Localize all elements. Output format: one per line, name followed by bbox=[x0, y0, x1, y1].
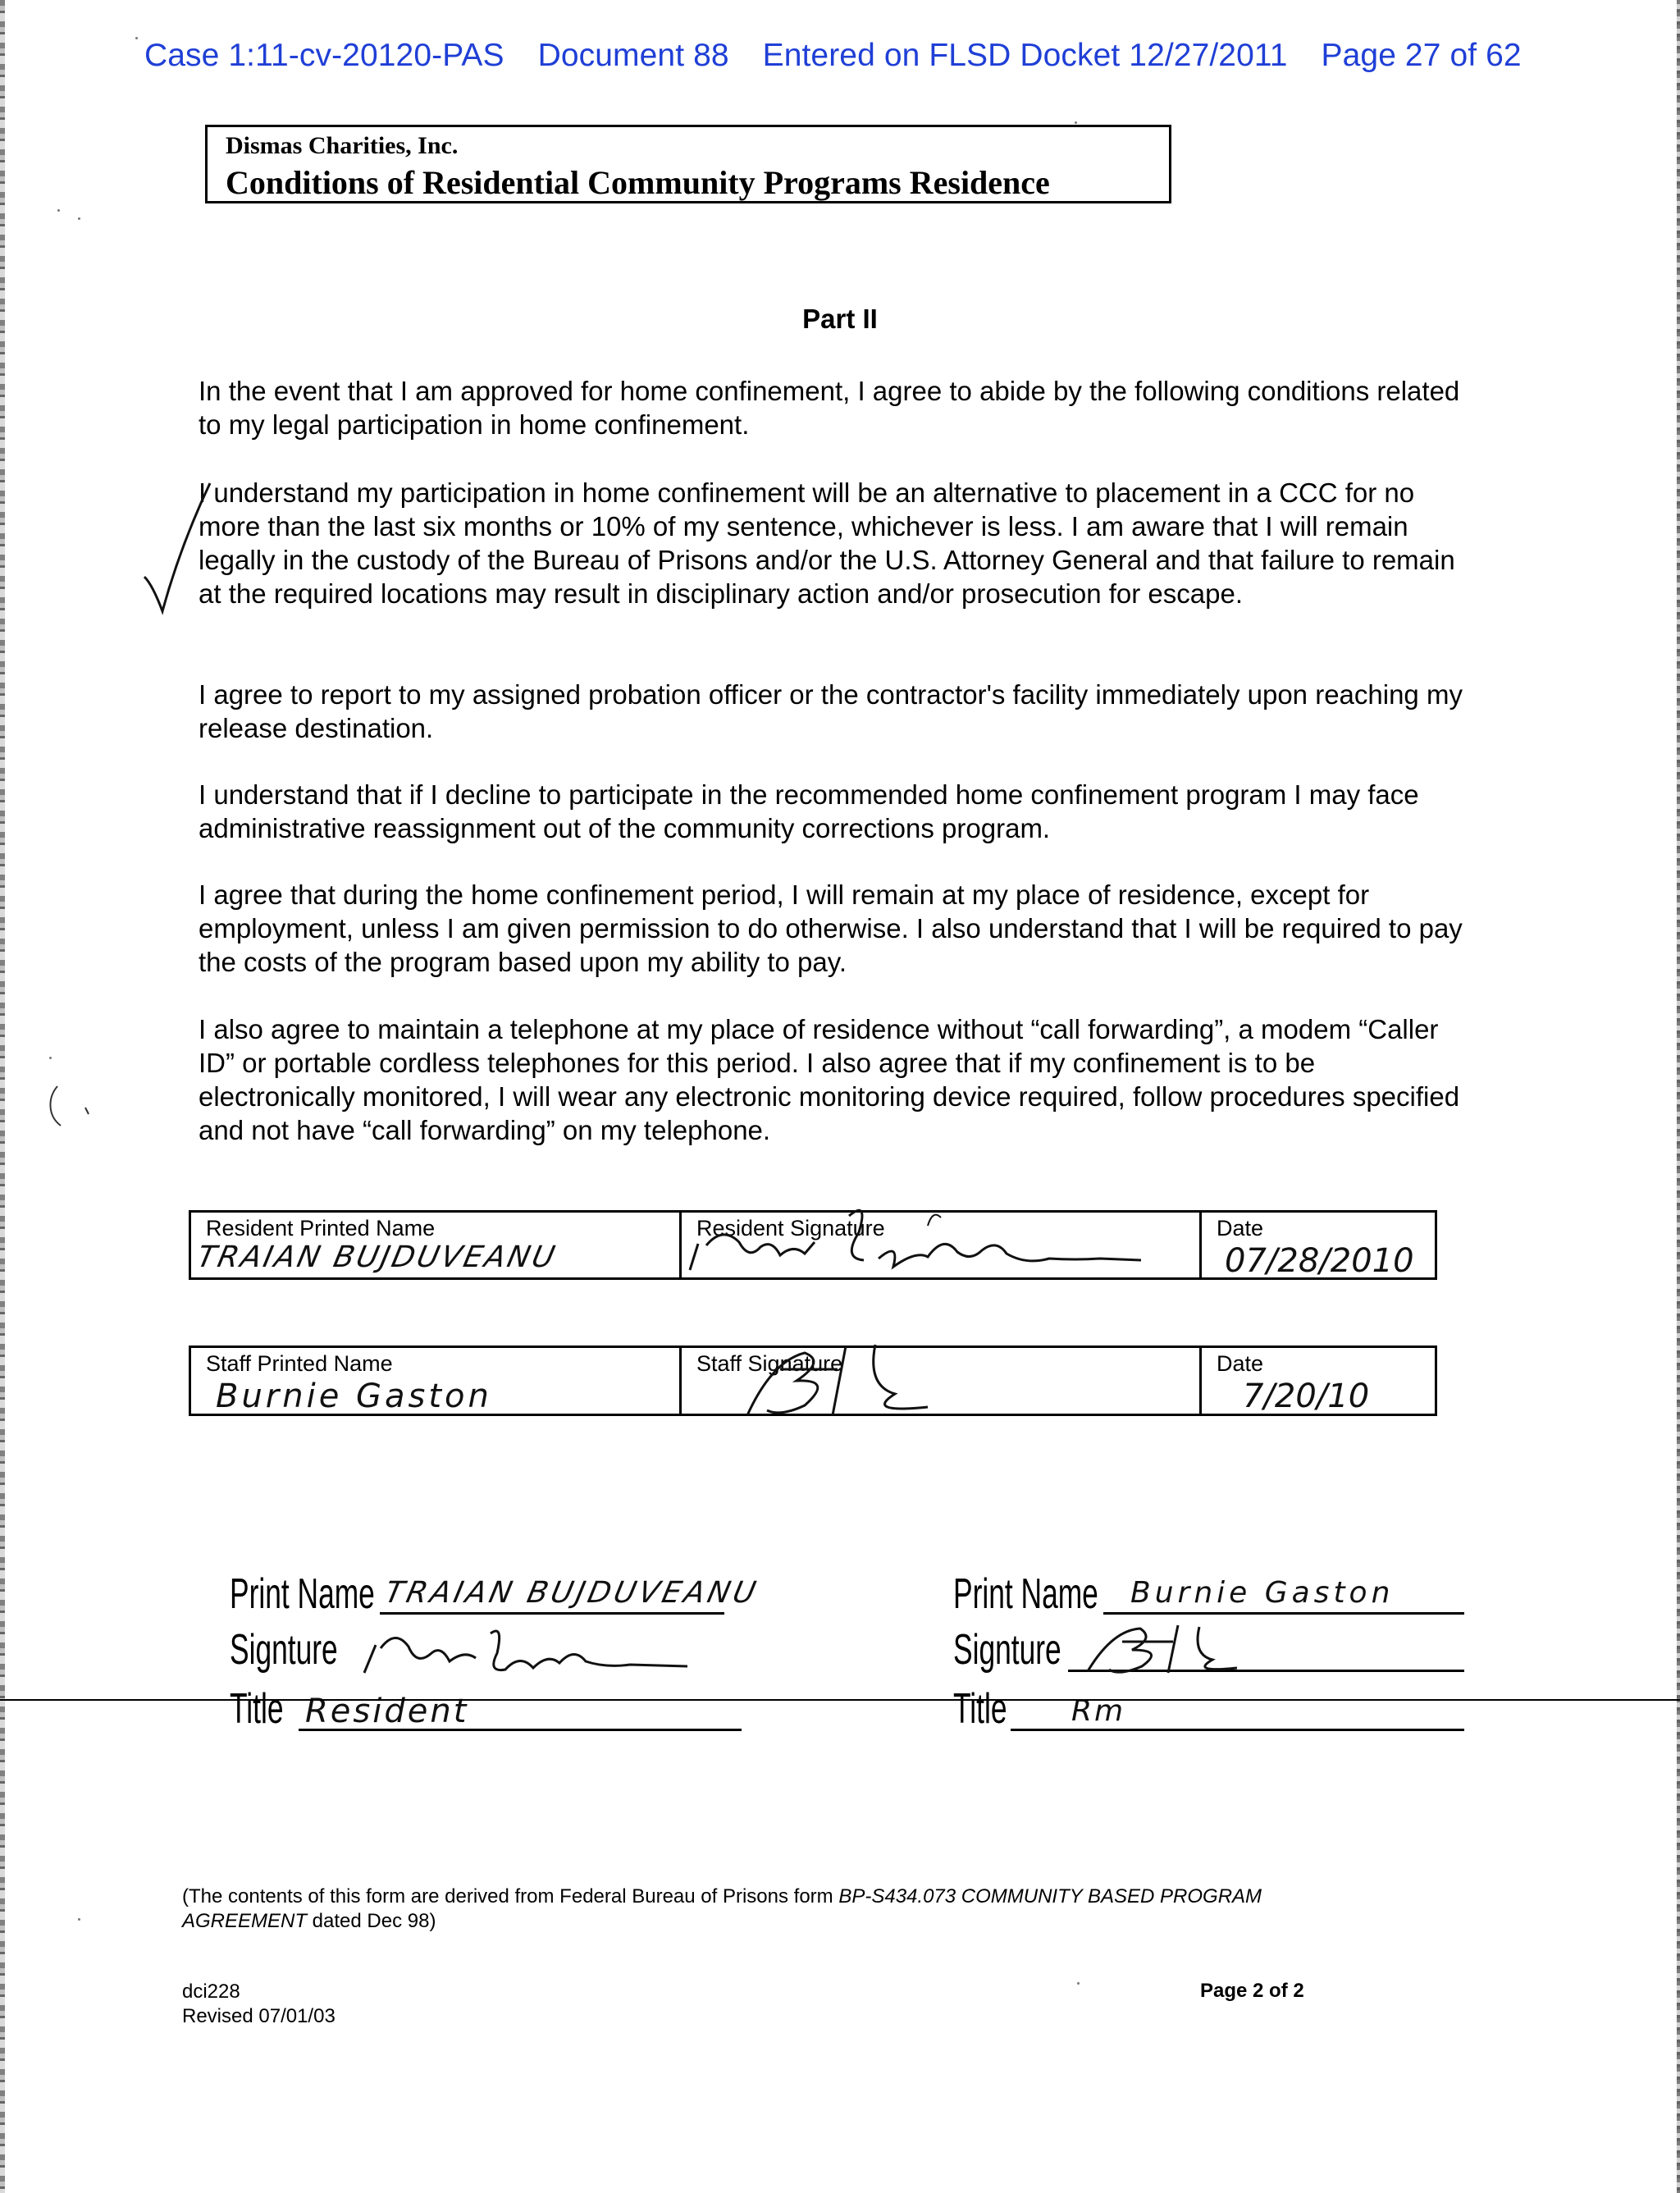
form-page-number: Page 2 of 2 bbox=[1200, 1980, 1304, 2002]
horizontal-rule bbox=[0, 1699, 1680, 1701]
staff-name-handwritten: Burnie Gaston bbox=[216, 1377, 492, 1415]
right-print-name-handwritten: Burnie Gaston bbox=[1130, 1576, 1395, 1610]
resident-date-cell bbox=[1202, 1213, 1435, 1280]
right-title-line bbox=[1011, 1729, 1464, 1731]
left-signoff-block bbox=[230, 1570, 762, 1752]
footnote bbox=[182, 1885, 1363, 1934]
left-signature-scribble bbox=[359, 1620, 720, 1678]
form-code: dci228 bbox=[182, 1981, 240, 2003]
right-signature-scribble bbox=[1076, 1619, 1322, 1676]
part-heading: Part II bbox=[802, 304, 878, 334]
staff-signature-table bbox=[189, 1345, 1437, 1416]
paragraph-telephone: I also agree to maintain a telephone at my place of residence without “call forwarding”, a modem “Caller ID” or portable cordless telephones for this period. I also agree that if my confinement is to be electronically monitored, I will wear any electronic monitoring device required, follow procedures specified and not have “call forwarding” on my telephone. bbox=[199, 1014, 1460, 1145]
staff-date-label: Date bbox=[1217, 1351, 1264, 1376]
right-title-handwritten: Rm bbox=[1071, 1694, 1126, 1728]
title-box bbox=[205, 125, 1171, 203]
left-print-name-handwritten: TRAIAN BUJDUVEANU bbox=[381, 1576, 762, 1610]
scan-speck bbox=[57, 209, 60, 212]
left-title-handwritten: Resident bbox=[305, 1693, 469, 1730]
resident-date-label: Date bbox=[1217, 1216, 1264, 1240]
scan-speck bbox=[78, 1918, 80, 1921]
case-number: Case 1:11-cv-20120-PAS bbox=[144, 38, 504, 73]
resident-name-cell bbox=[191, 1213, 682, 1277]
paragraph-report-officer: I agree to report to my assigned probation officer or the contractor's facility immediately upon reaching my release destination. bbox=[199, 679, 1463, 743]
left-signature-label: Signture bbox=[230, 1626, 338, 1674]
footnote-text-after: dated Dec 98) bbox=[307, 1910, 436, 1932]
staff-signature-scribble bbox=[682, 1336, 1198, 1419]
staff-signature-cell bbox=[682, 1348, 1202, 1414]
right-print-name-line bbox=[1103, 1612, 1464, 1615]
scan-speck bbox=[78, 217, 80, 220]
organization-name: Dismas Charities, Inc. bbox=[226, 132, 459, 159]
staff-signature-label: Staff Signature bbox=[696, 1351, 843, 1376]
resident-signature-label: Resident Signature bbox=[696, 1216, 885, 1240]
left-print-name-line bbox=[380, 1612, 724, 1615]
scan-speck bbox=[135, 37, 138, 39]
footnote-text-before: (The contents of this form are derived from Federal Bureau of Prisons form bbox=[182, 1885, 839, 1907]
paragraph-remain-residence: I agree that during the home confinement period, I will remain at my place of residence, except for employment, unless I am given permission to do otherwise. I also understand that I will be required to pay the costs of the program based upon my ability to pay. bbox=[199, 879, 1463, 977]
resident-signature-cell bbox=[682, 1213, 1202, 1277]
resident-signature-scribble bbox=[682, 1193, 1198, 1282]
scan-artifact-mark bbox=[46, 1083, 103, 1132]
page-indicator: Page 27 of 62 bbox=[1321, 38, 1522, 73]
paragraph-alternative-placement: I understand my participation in home confinement will be an alternative to placement in a CCC for no more than the last six months or 10% of my sentence, whichever is less. I am aware that I will remain legally in the custody of the Bureau of Prisons and/or the U.S. Attorney General and that failure to remain at the required locations may result in disciplinary action and/or prosecution for escape. bbox=[199, 477, 1455, 609]
scan-speck bbox=[1077, 1982, 1080, 1985]
footnote-form-title: BP-S434.073 COMMUNITY BASED PROGRAM AGREEMENT bbox=[182, 1885, 1262, 1932]
form-title: Conditions of Residential Community Programs Residence bbox=[226, 164, 1050, 201]
resident-name-handwritten: TRAIAN BUJDUVEANU bbox=[194, 1240, 560, 1274]
docket-entry: Entered on FLSD Docket 12/27/2011 bbox=[762, 38, 1288, 73]
left-print-name-label: Print Name bbox=[230, 1570, 375, 1618]
paragraph-intro: In the event that I am approved for home confinement, I agree to abide by the following conditions related to my legal participation in home confinement. bbox=[199, 376, 1460, 440]
left-title-label: Title bbox=[230, 1685, 284, 1733]
right-signature-label: Signture bbox=[953, 1626, 1061, 1674]
right-print-name-label: Print Name bbox=[953, 1570, 1098, 1618]
paragraph-decline: I understand that if I decline to participate in the recommended home confinement program I may face administrative reassignment out of the community corrections program. bbox=[199, 779, 1419, 843]
staff-name-label: Staff Printed Name bbox=[206, 1351, 393, 1376]
checkmark-icon bbox=[141, 480, 215, 619]
right-title-label: Title bbox=[953, 1685, 1007, 1733]
resident-signature-table bbox=[189, 1210, 1437, 1280]
right-signoff-block bbox=[953, 1571, 1478, 1752]
staff-name-cell bbox=[191, 1348, 682, 1414]
staff-date-handwritten: 7/20/10 bbox=[1243, 1377, 1370, 1415]
resident-date-handwritten: 07/28/2010 bbox=[1225, 1242, 1414, 1280]
scan-speck bbox=[49, 1057, 52, 1059]
case-header bbox=[144, 38, 1546, 74]
form-revised-date: Revised 07/01/03 bbox=[182, 2005, 336, 2027]
document-number: Document 88 bbox=[537, 38, 729, 73]
form-id bbox=[182, 1980, 336, 2029]
staff-date-cell bbox=[1202, 1348, 1435, 1414]
resident-name-label: Resident Printed Name bbox=[206, 1216, 436, 1240]
scan-speck bbox=[1075, 121, 1077, 124]
